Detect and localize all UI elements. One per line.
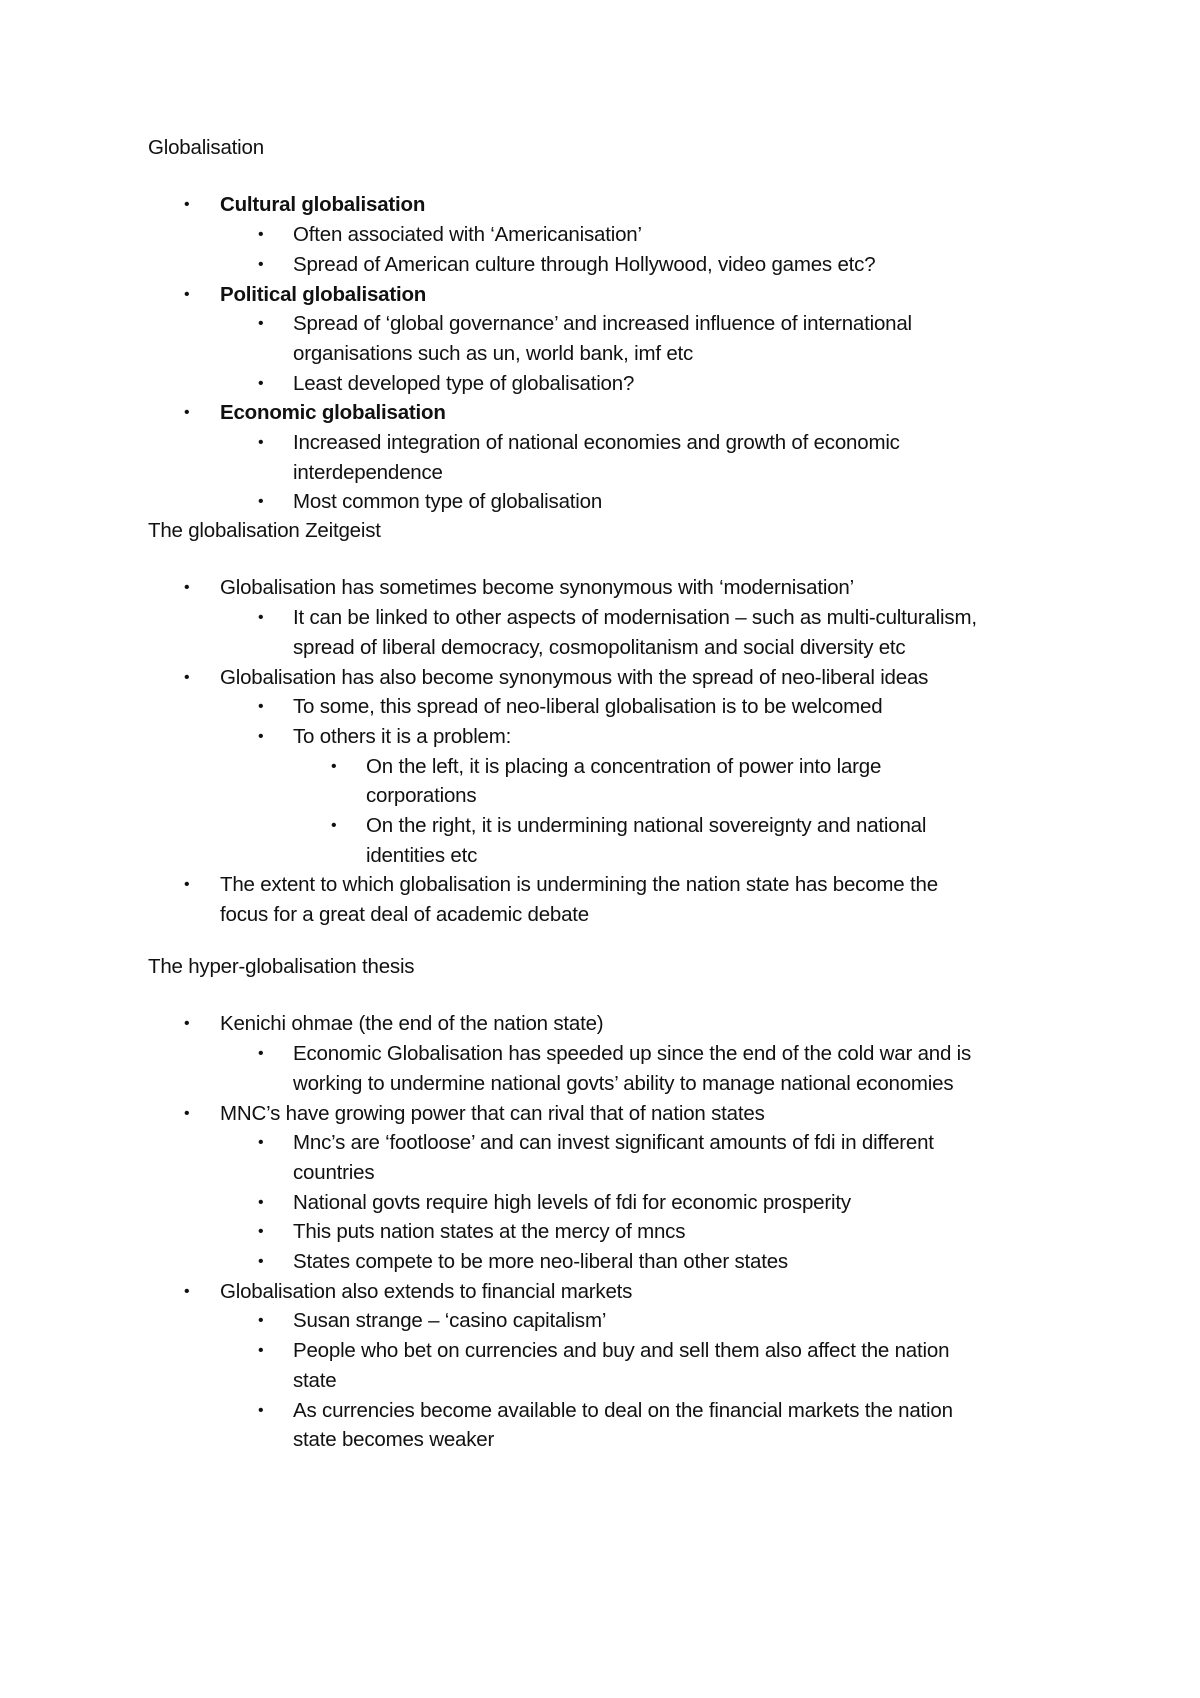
bullet-icon: • bbox=[331, 757, 337, 775]
bullet-icon: • bbox=[184, 1282, 190, 1300]
list-item-text: Most common type of globalisation bbox=[293, 490, 603, 514]
bullet-icon: • bbox=[184, 579, 190, 597]
list-item-text: working to undermine national govts’ ability to manage national economies bbox=[293, 1071, 954, 1095]
bullet-icon: • bbox=[258, 1342, 264, 1360]
bullet-icon: • bbox=[258, 727, 264, 745]
list-item-text: National govts require high levels of fdi for economic prosperity bbox=[293, 1190, 851, 1214]
bullet-icon: • bbox=[258, 434, 264, 451]
section-heading: The hyper-globalisation thesis bbox=[148, 955, 415, 978]
bullet-icon: • bbox=[184, 668, 190, 686]
list-item-text: organisations such as un, world bank, imf etc bbox=[293, 341, 694, 365]
list-item-text: Globalisation also extends to financial markets bbox=[220, 1279, 633, 1303]
section-heading: Globalisation bbox=[148, 136, 264, 159]
list-item-text: Globalisation has sometimes become synonymous with ‘modernisation’ bbox=[220, 576, 854, 600]
list-item-text: state bbox=[293, 1368, 337, 1392]
list-item-text: Globalisation has also become synonymous with the spread of neo-liberal ideas bbox=[220, 665, 929, 689]
list-item-text: The extent to which globalisation is undermining the nation state has become the bbox=[220, 873, 938, 897]
list-item-text: States compete to be more neo-liberal than other states bbox=[293, 1250, 788, 1273]
bullet-icon: • bbox=[258, 255, 264, 273]
list-item-text: Cultural globalisation bbox=[220, 193, 426, 217]
list-item-text: This puts nation states at the mercy of mncs bbox=[293, 1220, 686, 1244]
list-item-text: state becomes weaker bbox=[293, 1428, 495, 1452]
bullet-icon: • bbox=[258, 1253, 264, 1270]
list-item-text: Political globalisation bbox=[220, 282, 427, 306]
bullet-icon: • bbox=[258, 1134, 264, 1152]
list-item-text: As currencies become available to deal on the financial markets the nation bbox=[293, 1398, 953, 1422]
bullet-icon: • bbox=[184, 1015, 190, 1033]
list-item-text: Least developed type of globalisation? bbox=[293, 371, 635, 395]
list-item-text: spread of liberal democracy, cosmopolitanism and social diversity etc bbox=[293, 635, 906, 659]
bullet-icon: • bbox=[258, 609, 264, 627]
list-item-text: countries bbox=[293, 1160, 375, 1184]
list-item-text: focus for a great deal of academic debate bbox=[220, 903, 590, 927]
bullet-icon: • bbox=[184, 196, 190, 214]
bullet-icon: • bbox=[258, 374, 264, 392]
list-item-text: To others it is a problem: bbox=[293, 724, 512, 748]
bullet-icon: • bbox=[258, 315, 264, 333]
list-item-text: It can be linked to other aspects of modernisation – such as multi-culturalism, bbox=[293, 606, 977, 630]
bullet-icon: • bbox=[258, 493, 264, 511]
bullet-icon: • bbox=[258, 226, 264, 244]
bullet-icon: • bbox=[184, 285, 190, 303]
bullet-icon: • bbox=[258, 698, 264, 716]
bullet-icon: • bbox=[258, 1045, 264, 1063]
list-item-text: corporations bbox=[366, 784, 477, 808]
list-item-text: On the left, it is placing a concentration of power into large bbox=[366, 754, 882, 778]
list-item-text: Mnc’s are ‘footloose’ and can invest significant amounts of fdi in different bbox=[293, 1131, 934, 1155]
list-item-text: On the right, it is undermining national sovereignty and national bbox=[366, 814, 927, 837]
list-item-text: Increased integration of national economies and growth of economic bbox=[293, 431, 900, 454]
bullet-icon: • bbox=[258, 1312, 264, 1330]
bullet-icon: • bbox=[184, 1104, 190, 1122]
bullet-icon: • bbox=[258, 1193, 264, 1211]
list-item-text: MNC’s have growing power that can rival that of nation states bbox=[220, 1101, 765, 1125]
list-item-text: Economic globalisation bbox=[220, 401, 446, 425]
list-item-text: Susan strange – ‘casino capitalism’ bbox=[293, 1309, 607, 1333]
bullet-icon: • bbox=[184, 876, 190, 894]
list-item-text: interdependence bbox=[293, 460, 443, 484]
section-heading: The globalisation Zeitgeist bbox=[148, 519, 381, 542]
list-item-text: Often associated with ‘Americanisation’ bbox=[293, 223, 642, 247]
list-item-text: Spread of American culture through Hollywood, video games etc? bbox=[293, 252, 876, 276]
list-item-text: identities etc bbox=[366, 843, 478, 867]
bullet-icon: • bbox=[184, 404, 190, 422]
bullet-icon: • bbox=[331, 817, 337, 834]
list-item-text: Economic Globalisation has speeded up since the end of the cold war and is bbox=[293, 1042, 972, 1066]
list-item-text: To some, this spread of neo-liberal globalisation is to be welcomed bbox=[293, 695, 883, 719]
bullet-icon: • bbox=[258, 1223, 264, 1241]
list-item-text: Kenichi ohmae (the end of the nation state) bbox=[220, 1012, 604, 1036]
list-item-text: People who bet on currencies and buy and sell them also affect the nation bbox=[293, 1339, 950, 1363]
list-item-text: Spread of ‘global governance’ and increased influence of international bbox=[293, 312, 912, 336]
bullet-icon: • bbox=[258, 1401, 264, 1419]
